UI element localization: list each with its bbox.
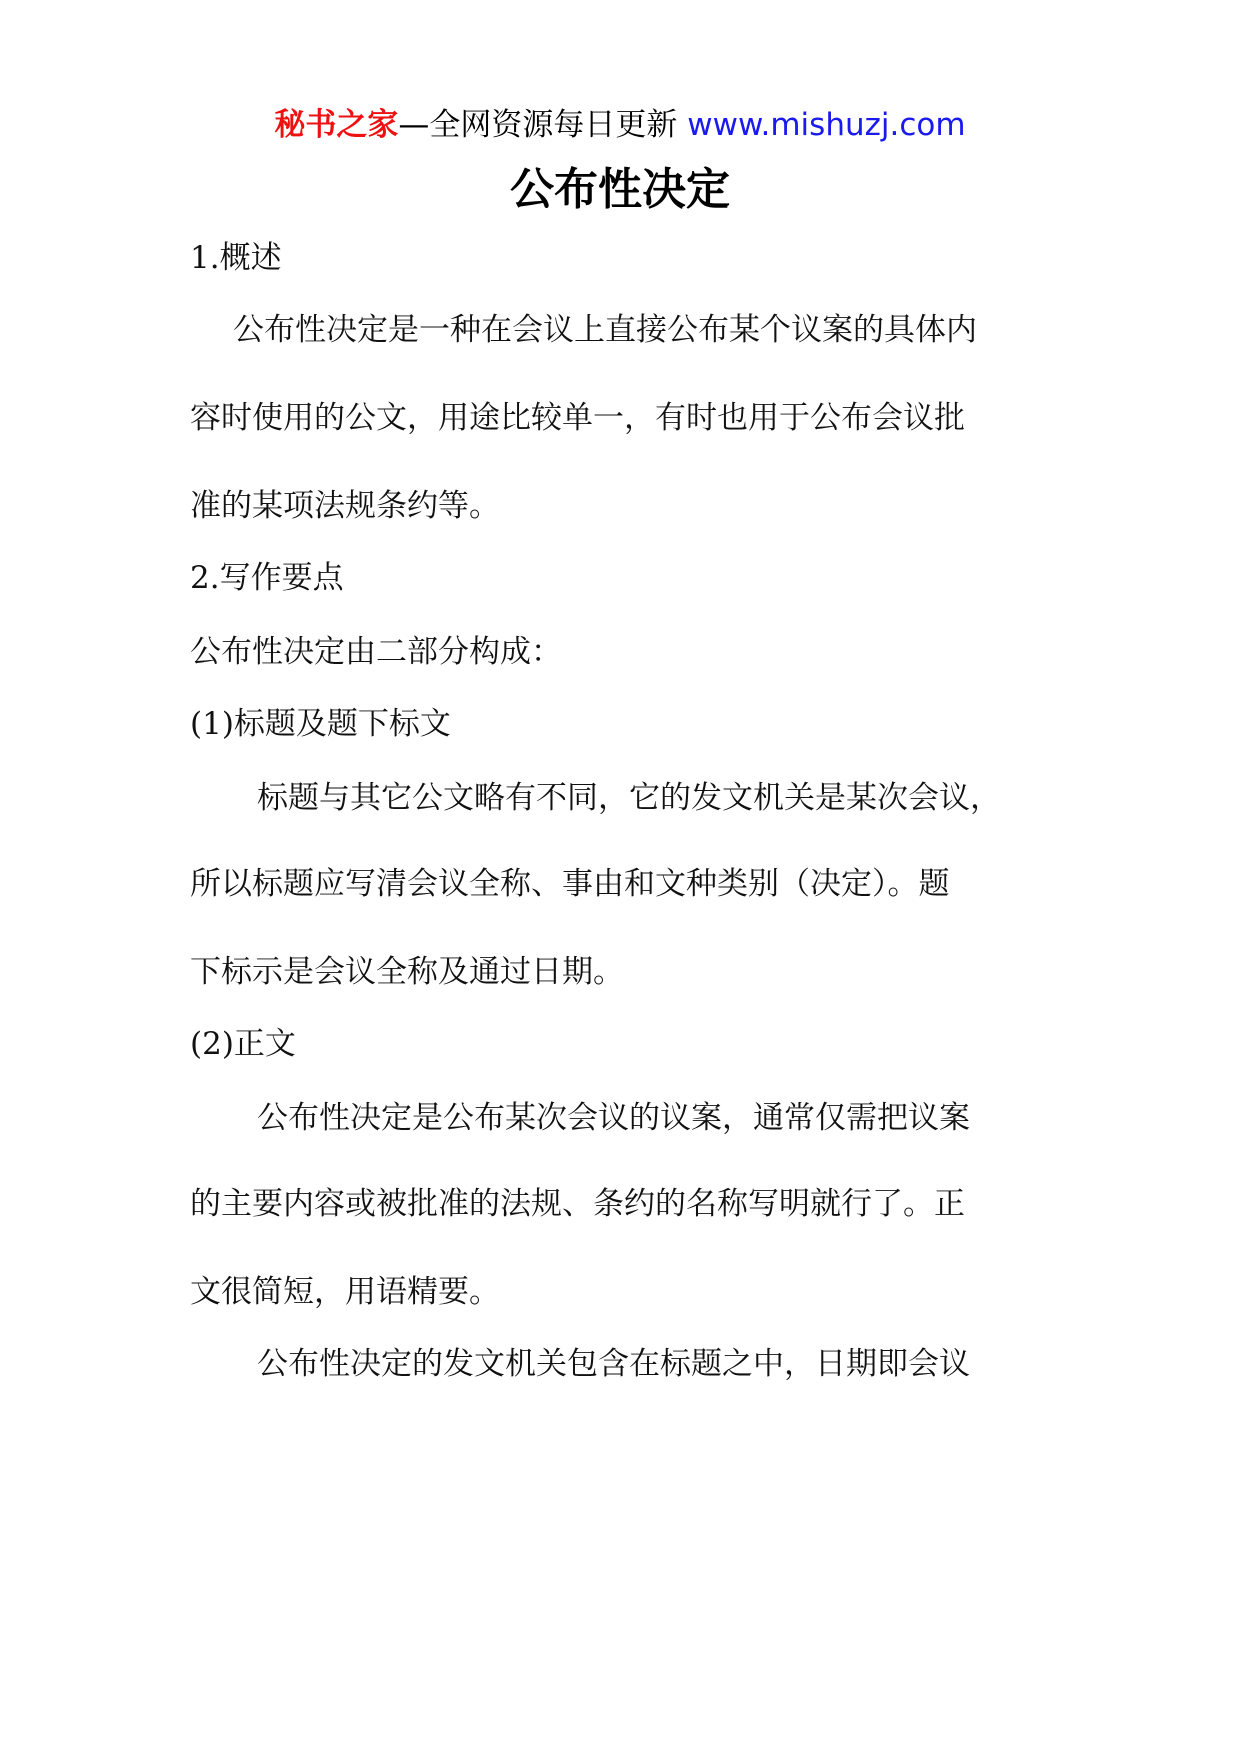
site-url-link[interactable]: www.mishuzj.com [687, 107, 966, 143]
paragraph-line: 公布性决定由二部分构成： [190, 634, 562, 670]
subheading-title: (1)标题及题下标文 [190, 706, 451, 742]
header-tagline: —全网资源每日更新 [398, 107, 678, 143]
subheading-body: (2)正文 [190, 1026, 296, 1062]
paragraph-line: 公布性决定是一种在会议上直接公布某个议案的具体内 [233, 312, 977, 348]
document-title: 公布性决定 [510, 164, 730, 215]
paragraph-line: 准的某项法规条约等。 [190, 488, 500, 524]
section-heading-overview: 1.概述 [190, 240, 282, 276]
paragraph-line: 公布性决定是公布某次会议的议案，通常仅需把议案 [257, 1100, 970, 1136]
paragraph-line: 文很简短，用语精要。 [190, 1274, 500, 1310]
paragraph-line: 所以标题应写清会议全称、事由和文种类别（决定）。题 [190, 866, 950, 902]
paragraph-line: 下标示是会议全称及通过日期。 [190, 954, 624, 990]
paragraph-line: 标题与其它公文略有不同，它的发文机关是某次会议， [257, 780, 1001, 816]
paragraph-line: 公布性决定的发文机关包含在标题之中，日期即会议 [257, 1346, 970, 1382]
paragraph-line: 容时使用的公文，用途比较单一，有时也用于公布会议批 [190, 400, 965, 436]
paragraph-line: 的主要内容或被批准的法规、条约的名称写明就行了。正 [190, 1186, 965, 1222]
site-header [0, 100, 1240, 150]
section-heading-writing-points: 2.写作要点 [190, 560, 344, 596]
brand-name: 秘书之家 [274, 107, 399, 143]
